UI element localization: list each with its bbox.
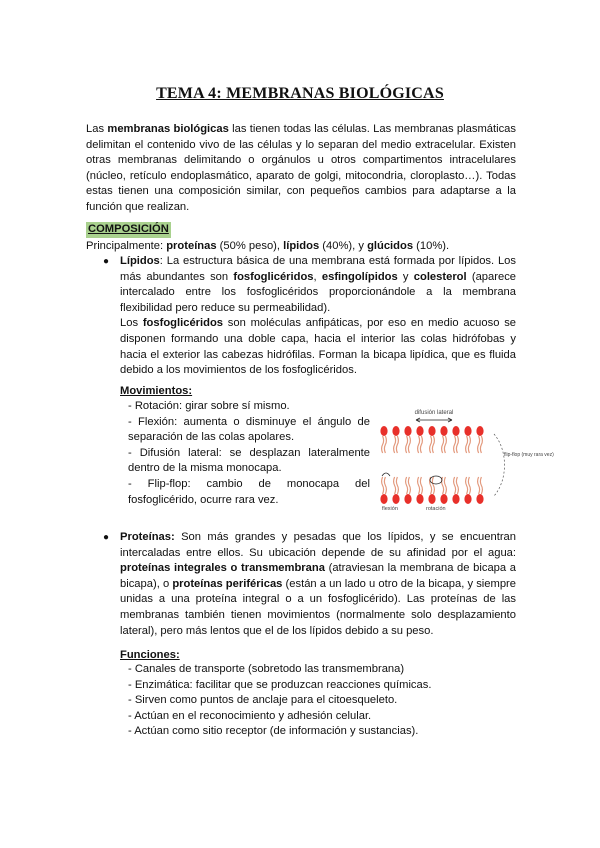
- figure-label-difusion: difusión lateral: [414, 410, 454, 416]
- list-item: - Flip-flop: cambio de monocapa del fosfoglicérido, ocurre rara vez.: [128, 477, 370, 506]
- intro-paragraph: Las membranas biológicas las tienen todas las células. Las membranas plasmáticas delimitan el contenido vivo de las células y lo separan del medio extracelular. Existen otras membranas delimitando o orgánulos u otros compartimentos intracelulares (núcleo, retículo endoplasmático, aparato de golgi, mitocondria, cloroplasto…). Todas estas tienen una composición similar, con pequeños cambios para adaptarse a la función que realizan.: [86, 123, 516, 213]
- phospholipid: [440, 426, 447, 453]
- term-membranas: membranas biológicas: [107, 123, 229, 135]
- lipidos-paragraph: Lípidos: La estructura básica de una membrana está formada por lípidos. Los más abundantes son fosfoglicéridos, esfingolípidos y colesterol (aparece intercalado entre los fosfoglicéridos proporcionándole a la membrana flexibilidad pero reduce su permeabilidad).: [120, 255, 517, 314]
- list-item: - Rotación: girar sobre sí mismo.: [128, 400, 290, 412]
- movimientos-heading: Movimientos:: [120, 385, 193, 397]
- list-item: - Canales de transporte (sobretodo las transmembrana): [128, 663, 405, 675]
- phospholipid: [452, 426, 459, 453]
- phospholipid: [476, 426, 483, 453]
- funciones-heading: Funciones:: [120, 649, 180, 661]
- list-item: - Actúan como sitio receptor (de información y sustancias).: [128, 725, 419, 738]
- list-item: - Flexión: aumenta o disminuye el ángulo de separación de las colas apolares.: [128, 415, 370, 444]
- phospholipid: [380, 426, 387, 453]
- phospholipid: [392, 477, 399, 504]
- bottom-monolayer: [380, 477, 483, 504]
- phospholipid: [404, 477, 411, 504]
- figure-label-flexion: flexión: [382, 506, 398, 512]
- phospholipid: [392, 426, 399, 453]
- phospholipid: [428, 477, 435, 504]
- lipid-bilayer-figure: [376, 406, 554, 514]
- phospholipid: [464, 426, 471, 453]
- phospholipid: [464, 477, 471, 504]
- proteinas-bullet: [103, 530, 516, 639]
- flexion-arrow: [382, 473, 390, 476]
- page-title: TEMA 4: MEMBRANAS BIOLÓGICAS: [156, 85, 444, 102]
- phospholipid: [416, 426, 423, 453]
- movimientos-list: [128, 399, 370, 508]
- list-item: - Sirven como puntos de anclaje para el citoesqueleto.: [128, 694, 398, 707]
- figure-label-rotacion: rotación: [426, 506, 446, 512]
- list-item: - Difusión lateral: se desplazan lateralmente dentro de la misma monocapa.: [128, 446, 370, 475]
- flip-flop-arrow: [494, 434, 505, 496]
- list-item: - Enzimática: facilitar que se produzcan reacciones químicas.: [128, 678, 432, 691]
- section-composicion-heading: COMPOSICIÓN: [86, 222, 171, 238]
- phospholipid: [476, 477, 483, 504]
- fosfogliceridos-paragraph: Los fosfoglicéridos son moléculas anfipáticas, por eso en medio acuoso se disponen formando una doble capa, hacia el interior las colas hidrófobas y hacia el exterior las cabezas hidrófilas. Forman la bicapa lipídica, que es fluida debido a los movimientos de los fosfoglicéridos.: [120, 317, 517, 377]
- rotacion-arrow: [430, 476, 442, 484]
- figure-label-flipflop: flip-flop (muy rara vez): [504, 452, 554, 458]
- lipidos-bullet: [103, 254, 517, 379]
- phospholipid: [428, 426, 435, 453]
- phospholipid: [404, 426, 411, 453]
- list-item: - Actúan en el reconocimiento y adhesión celular.: [128, 709, 372, 722]
- proteinas-paragraph: Proteínas: Son más grandes y pesadas que los lípidos, y se encuentran intercaladas entre ellos. Su ubicación depende de su afinidad por el agua: proteínas integrales o transmembrana (atraviesan la membrana de bicapa a bicapa), o proteínas periféricas (están a un lado u otro de la bicapa, y siempre unidas a una proteína integral o a un fosfoglicérido). Las proteínas de las membranas también tienen movimientos (normalmente solo desplazamiento lateral), pero más lentos que el de los lípidos debido a su peso.: [120, 531, 516, 637]
- top-monolayer: [380, 426, 483, 453]
- phospholipid: [416, 477, 423, 504]
- bullet-marker: ●: [103, 256, 110, 267]
- bullet-marker: ●: [103, 532, 110, 543]
- funciones-list: [128, 662, 508, 740]
- phospholipid: [452, 477, 459, 504]
- phospholipid: [380, 477, 387, 504]
- composicion-summary: Principalmente: proteínas (50% peso), lípidos (40%), y glúcidos (10%).: [86, 240, 450, 252]
